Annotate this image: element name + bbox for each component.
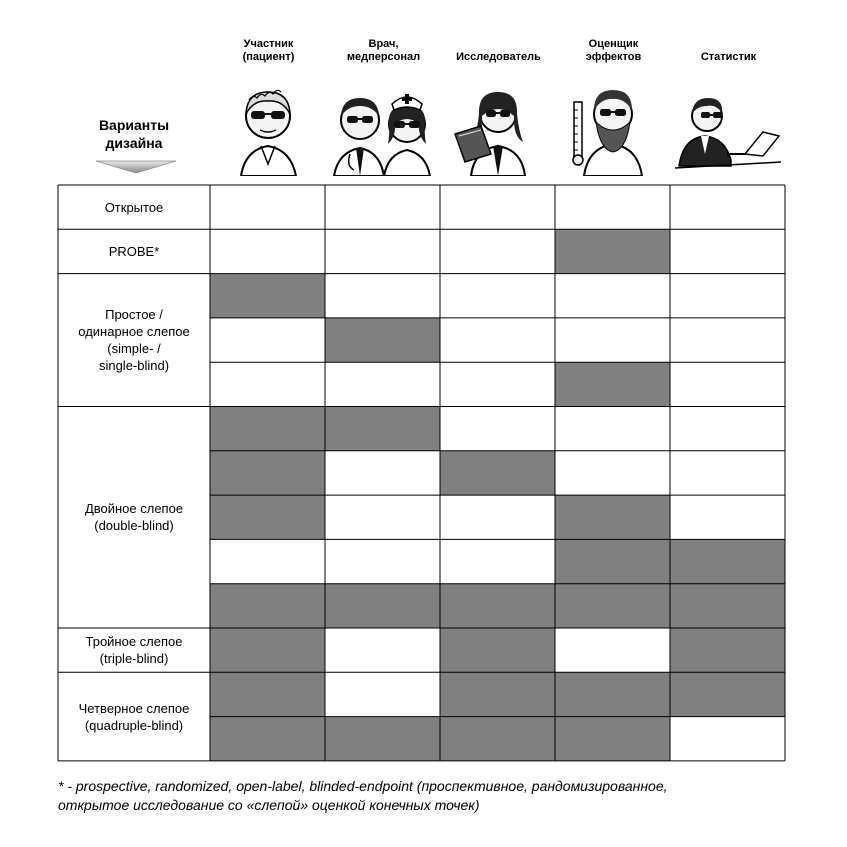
- role-header-doctor: Врач, медперсонал: [346, 38, 421, 63]
- cell-participant-blinded: [210, 407, 325, 451]
- cell-doctor-open: [325, 628, 440, 672]
- cell-doctor-open: [325, 229, 440, 273]
- cell-assessor-blinded: [555, 672, 670, 716]
- cell-doctor-open: [325, 451, 440, 495]
- design-label: Двойное слепое (double-blind): [84, 501, 184, 534]
- cell-researcher-blinded: [440, 628, 555, 672]
- cell-assessor-blinded: [555, 362, 670, 406]
- cell-researcher-open: [440, 274, 555, 318]
- design-variants-label: Варианты дизайна: [98, 117, 170, 151]
- cell-participant-open: [210, 185, 325, 229]
- cell-assessor-open: [555, 318, 670, 362]
- footnote: * - prospective, randomized, open-label, blinded-endpoint (проспективное, рандомизированное, открытое исследование со «слепой» оценкой конечных точек): [58, 778, 668, 813]
- cell-doctor-open: [325, 672, 440, 716]
- design-label: Тройное слепое (triple-blind): [85, 634, 183, 667]
- cell-researcher-blinded: [440, 451, 555, 495]
- cell-participant-blinded: [210, 274, 325, 318]
- cell-doctor-open: [325, 185, 440, 229]
- cell-statistician-open: [670, 318, 785, 362]
- cell-statistician-open: [670, 185, 785, 229]
- design-label: Открытое: [104, 199, 164, 215]
- role-header-participant: Участник (пациент): [242, 38, 295, 63]
- design-label: Четверное слепое (quadruple-blind): [78, 700, 190, 733]
- cell-statistician-open: [670, 229, 785, 273]
- cell-researcher-open: [440, 539, 555, 583]
- role-header-assessor: Оценщик эффектов: [585, 38, 642, 63]
- cell-participant-blinded: [210, 672, 325, 716]
- cell-researcher-open: [440, 362, 555, 406]
- cell-participant-blinded: [210, 628, 325, 672]
- cell-statistician-open: [670, 495, 785, 539]
- cell-statistician-open: [670, 407, 785, 451]
- cell-doctor-open: [325, 362, 440, 406]
- cell-doctor-blinded: [325, 318, 440, 362]
- cell-statistician-blinded: [670, 628, 785, 672]
- cell-participant-blinded: [210, 495, 325, 539]
- cell-participant-open: [210, 229, 325, 273]
- cell-researcher-open: [440, 495, 555, 539]
- cell-researcher-open: [440, 407, 555, 451]
- cell-researcher-open: [440, 229, 555, 273]
- cell-researcher-open: [440, 318, 555, 362]
- cell-doctor-open: [325, 495, 440, 539]
- cell-statistician-blinded: [670, 539, 785, 583]
- cell-participant-open: [210, 318, 325, 362]
- cell-assessor-open: [555, 274, 670, 318]
- cell-assessor-open: [555, 185, 670, 229]
- role-header-researcher: Исследователь: [456, 51, 541, 63]
- design-label: Простое / одинарное слепое (simple- / single-blind): [78, 307, 190, 374]
- cell-assessor-blinded: [555, 584, 670, 628]
- cell-statistician-blinded: [670, 672, 785, 716]
- cell-assessor-open: [555, 451, 670, 495]
- cell-doctor-blinded: [325, 407, 440, 451]
- cell-participant-blinded: [210, 717, 325, 761]
- cell-statistician-open: [670, 362, 785, 406]
- cell-researcher-blinded: [440, 717, 555, 761]
- cell-statistician-open: [670, 451, 785, 495]
- cell-doctor-open: [325, 274, 440, 318]
- role-header-statistician: Статистик: [700, 51, 757, 63]
- cell-doctor-blinded: [325, 717, 440, 761]
- cell-researcher-open: [440, 185, 555, 229]
- cell-doctor-blinded: [325, 584, 440, 628]
- cell-statistician-blinded: [670, 584, 785, 628]
- cell-participant-open: [210, 539, 325, 583]
- cell-statistician-open: [670, 717, 785, 761]
- cell-researcher-blinded: [440, 584, 555, 628]
- cell-statistician-open: [670, 274, 785, 318]
- cell-participant-blinded: [210, 584, 325, 628]
- cell-participant-blinded: [210, 451, 325, 495]
- cell-assessor-open: [555, 407, 670, 451]
- cell-assessor-blinded: [555, 495, 670, 539]
- cell-assessor-blinded: [555, 539, 670, 583]
- cell-participant-open: [210, 362, 325, 406]
- design-label: PROBE*: [108, 243, 160, 259]
- cell-researcher-blinded: [440, 672, 555, 716]
- cell-assessor-blinded: [555, 229, 670, 273]
- cell-assessor-open: [555, 628, 670, 672]
- cell-doctor-open: [325, 539, 440, 583]
- cell-assessor-blinded: [555, 717, 670, 761]
